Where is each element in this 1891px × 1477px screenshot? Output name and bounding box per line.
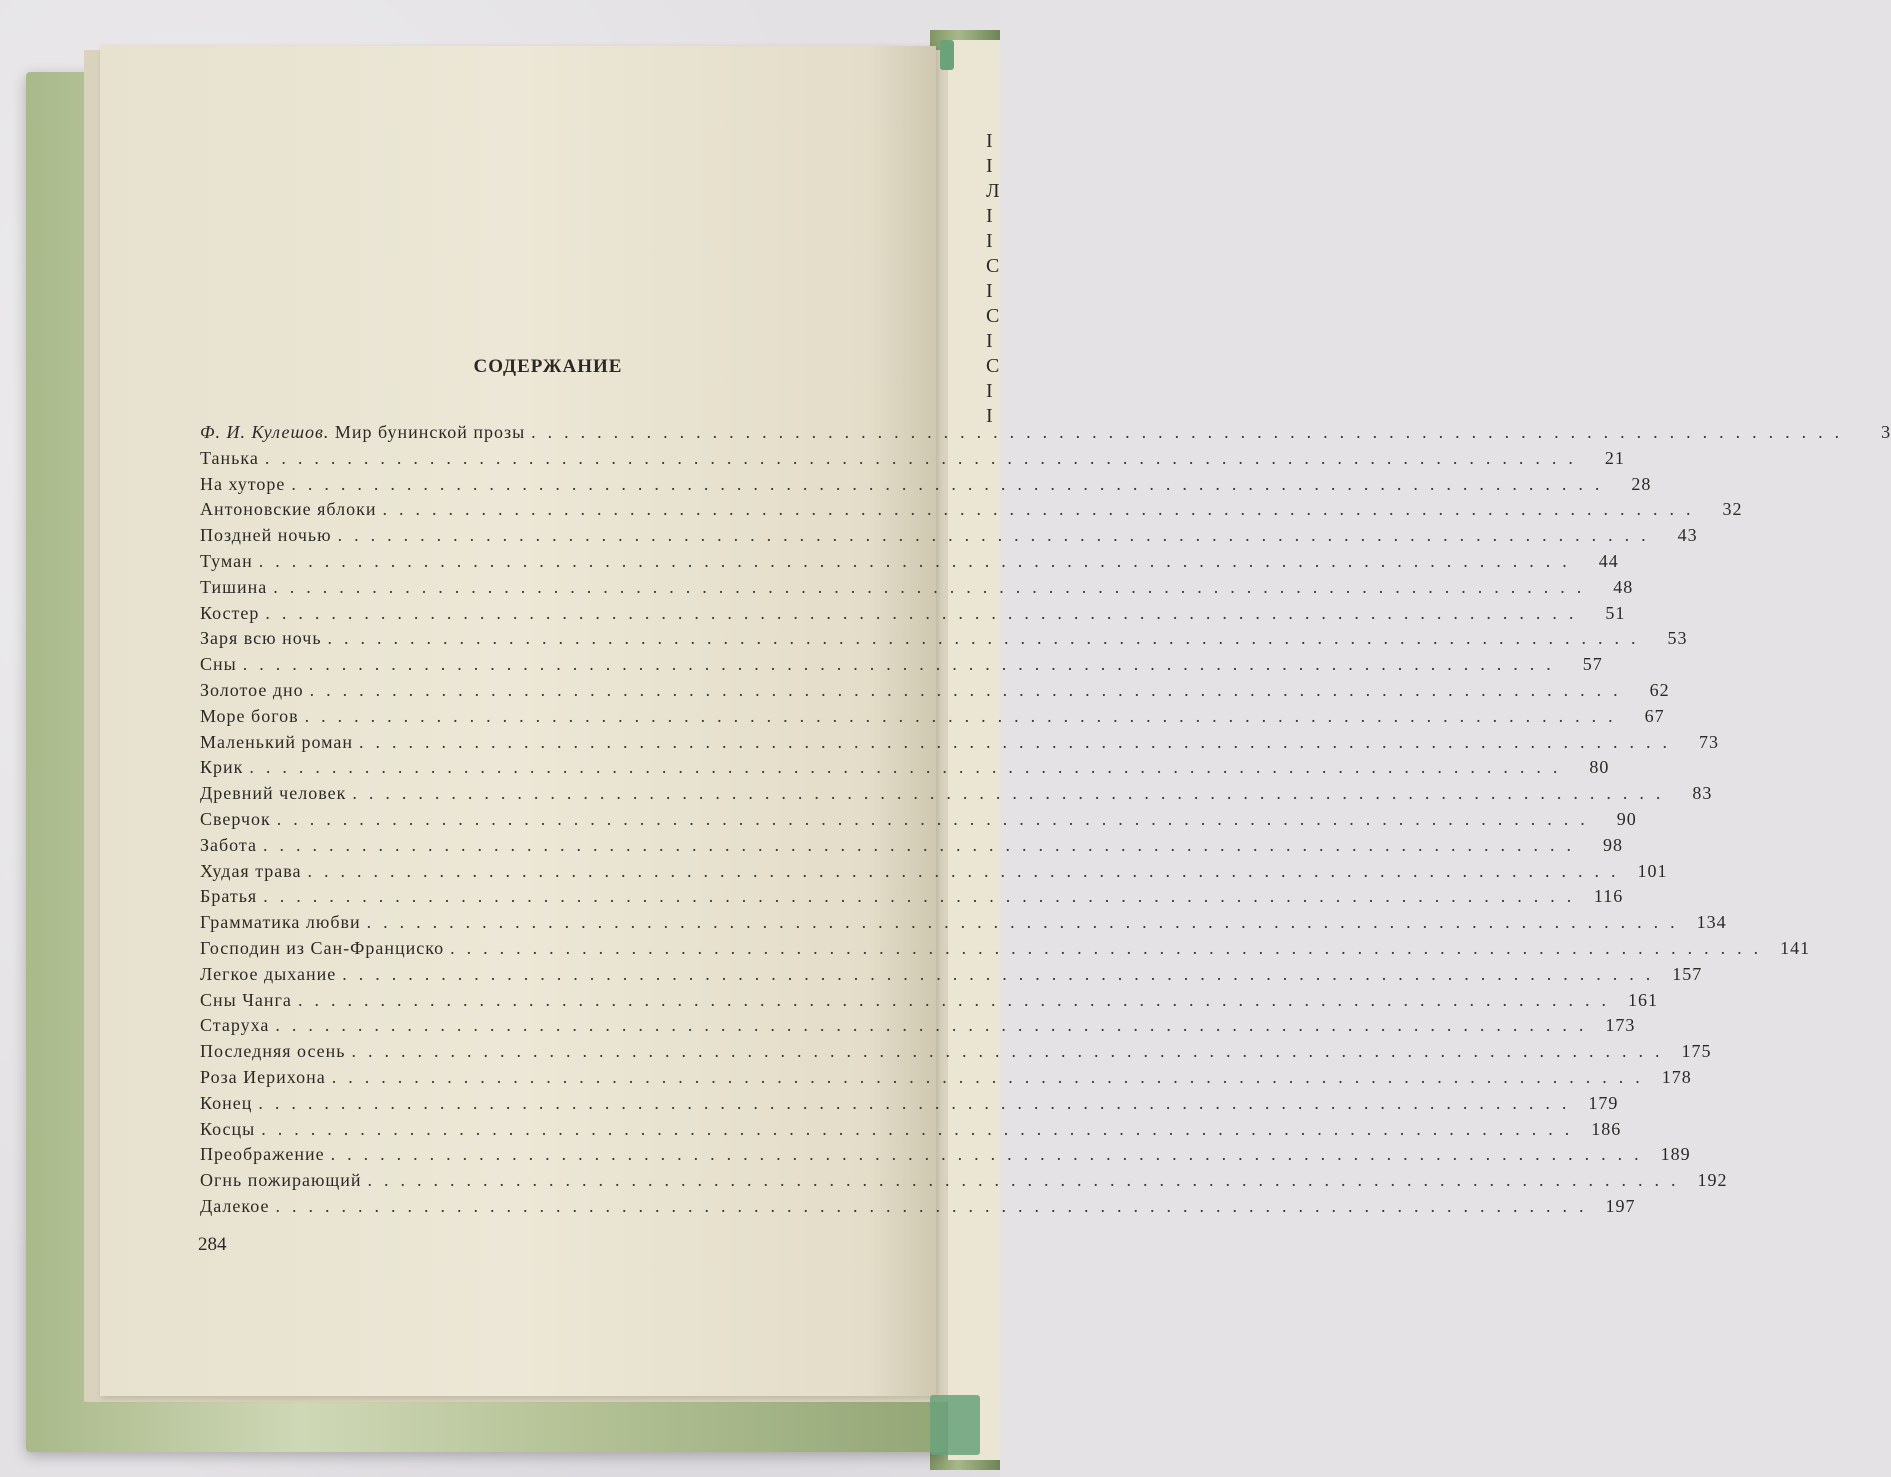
- toc-entry: [200, 962, 1703, 988]
- toc-entry-title: Танька: [200, 447, 259, 468]
- toc-entry-title: Конец: [200, 1092, 253, 1113]
- toc-entry: [200, 601, 1626, 627]
- dot-leader: ................................................................................: [263, 886, 1584, 907]
- toc-entry: [200, 575, 1634, 601]
- toc-entry: [200, 472, 1652, 498]
- toc-entry-page: 51: [1605, 602, 1626, 623]
- dot-leader: ................................................................................: [307, 860, 1628, 881]
- toc-entry-page: 186: [1591, 1118, 1622, 1139]
- dot-leader: ................................................................................: [249, 757, 1570, 778]
- toc-entry: [200, 523, 1698, 549]
- toc-entry: [200, 833, 1624, 859]
- toc-entry-page: 157: [1672, 963, 1703, 984]
- toc-entry: [200, 859, 1668, 885]
- toc-entry-title: Легкое дыхание: [200, 963, 337, 984]
- facing-page-glyph: C: [986, 355, 1000, 377]
- toc-entry: [200, 1013, 1636, 1039]
- dot-leader: ................................................................................: [258, 1092, 1579, 1113]
- toc-entry: [200, 626, 1688, 652]
- toc-entry-title: Антоновские яблоки: [200, 499, 377, 520]
- dot-leader: ................................................................................: [273, 576, 1594, 597]
- dot-leader: ................................................................................: [261, 1118, 1582, 1139]
- toc-entry: [200, 1168, 1728, 1194]
- toc-entry-title: Худая трава: [200, 860, 302, 881]
- toc-entry: [200, 884, 1624, 910]
- dot-leader: ................................................................................: [242, 654, 1563, 675]
- toc-entry-title: [200, 420, 525, 446]
- facing-page-glyph: Л: [986, 180, 1000, 202]
- dot-leader: ................................................................................: [264, 447, 1585, 468]
- toc-entry-page: 62: [1649, 679, 1670, 700]
- toc-entry-title: Сны: [200, 654, 237, 675]
- toc-entry-page: 98: [1603, 834, 1624, 855]
- toc-entry-title: Старуха: [200, 1015, 270, 1036]
- toc-entry-page: 189: [1660, 1144, 1691, 1165]
- facing-page-glyph: C: [986, 255, 1000, 277]
- toc-entry-title: Золотое дно: [200, 679, 304, 700]
- toc-entry-title: Сны Чанга: [200, 989, 292, 1010]
- dot-leader: ................................................................................: [291, 473, 1612, 494]
- bookmark-ribbon-bottom: [930, 1395, 980, 1455]
- toc-entry: [200, 807, 1637, 833]
- dot-leader: ................................................................................: [330, 1144, 1651, 1165]
- toc-entry-page: 179: [1588, 1092, 1619, 1113]
- dot-leader: ................................................................................: [265, 602, 1586, 623]
- toc-entry-page: 161: [1627, 989, 1658, 1010]
- facing-page-glyph: I: [986, 280, 993, 302]
- dot-leader: ................................................................................: [337, 525, 1658, 546]
- dot-leader: ................................................................................: [352, 783, 1673, 804]
- toc-entry-page: 3: [1881, 422, 1891, 442]
- toc-entry-title: Огнь пожирающий: [200, 1170, 362, 1191]
- toc-entry-title: Последняя осень: [200, 1041, 346, 1062]
- toc-entry-page: 67: [1644, 705, 1665, 726]
- toc-entry-page: 178: [1661, 1066, 1692, 1087]
- dot-leader: ................................................................................: [276, 808, 1597, 829]
- dot-leader: ................................................................................: [342, 963, 1663, 984]
- toc-entry-page: 90: [1616, 808, 1637, 829]
- toc-entry: [200, 446, 1625, 472]
- toc-entry-page: 32: [1722, 499, 1743, 520]
- toc-entry-title: Косцы: [200, 1118, 256, 1139]
- bookmark-ribbon-top: [940, 40, 954, 70]
- dot-leader: ................................................................................: [275, 1015, 1596, 1036]
- toc-entry-page: 28: [1631, 473, 1652, 494]
- toc-entry-title: Крик: [200, 757, 244, 778]
- toc-entry-title: Море богов: [200, 705, 299, 726]
- toc-entry-page: 53: [1667, 628, 1688, 649]
- toc-entry-title: Преображение: [200, 1144, 325, 1165]
- toc-entry: [200, 1065, 1692, 1091]
- dot-leader: ................................................................................: [327, 628, 1648, 649]
- toc-entry-page: 21: [1604, 447, 1625, 468]
- dot-leader: ................................................................................: [304, 705, 1625, 726]
- dot-leader: ................................................................................: [309, 679, 1630, 700]
- toc-entry-title: Грамматика любви: [200, 912, 361, 933]
- toc-entry: [200, 420, 1891, 446]
- toc-entry-title: Сверчок: [200, 808, 271, 829]
- toc-entry-page: 44: [1598, 550, 1619, 571]
- facing-page-glyph: C: [986, 305, 1000, 327]
- dot-leader: ................................................................................: [531, 422, 1852, 442]
- toc-entry: [200, 704, 1665, 730]
- toc-entry-title: Далекое: [200, 1195, 270, 1216]
- toc-entry: [200, 936, 1811, 962]
- toc-entry-page: 175: [1681, 1041, 1712, 1062]
- table-of-contents: [200, 420, 1891, 1220]
- toc-entry-page: 134: [1696, 912, 1727, 933]
- contents-heading: СОДЕРЖАНИЕ: [473, 356, 623, 377]
- toc-entry-title-text: Мир бунинской прозы: [334, 422, 526, 442]
- toc-entry: [200, 730, 1720, 756]
- toc-entry: [200, 910, 1727, 936]
- toc-entry-author: Ф. И. Кулешов.: [200, 422, 330, 442]
- toc-entry-title: Роза Иерихона: [200, 1066, 326, 1087]
- toc-entry: [200, 678, 1670, 704]
- dot-leader: ................................................................................: [359, 731, 1680, 752]
- toc-entry-title: Тишина: [200, 576, 268, 597]
- toc-entry-page: 57: [1582, 654, 1603, 675]
- toc-entry-title: Заря всю ночь: [200, 628, 322, 649]
- toc-entry: [200, 1142, 1691, 1168]
- toc-entry-title: Костер: [200, 602, 260, 623]
- dot-leader: ................................................................................: [258, 550, 1579, 571]
- toc-entry-page: 192: [1697, 1170, 1728, 1191]
- toc-entry-page: 80: [1589, 757, 1610, 778]
- dot-leader: ................................................................................: [351, 1041, 1672, 1062]
- page-number: 284: [198, 1234, 227, 1255]
- facing-page-glyph: I: [986, 230, 993, 252]
- dot-leader: ................................................................................: [263, 834, 1584, 855]
- toc-entry: [200, 1091, 1619, 1117]
- toc-entry: [200, 652, 1603, 678]
- toc-entry: [200, 497, 1743, 523]
- facing-page-glyph: I: [986, 155, 993, 177]
- toc-entry: [200, 1194, 1636, 1220]
- toc-entry-page: 73: [1699, 731, 1720, 752]
- toc-entry-title: Забота: [200, 834, 258, 855]
- toc-entry-title: Поздней ночью: [200, 525, 332, 546]
- toc-entry: [200, 1039, 1712, 1065]
- toc-entry-page: 197: [1605, 1195, 1636, 1216]
- facing-page-glyph: I: [986, 380, 993, 402]
- toc-entry-title: На хуторе: [200, 473, 286, 494]
- toc-entry-title: Господин из Сан-Франциско: [200, 937, 445, 958]
- toc-entry-page: 173: [1605, 1015, 1636, 1036]
- toc-entry-title: Туман: [200, 550, 253, 571]
- facing-page-glyph: I: [986, 205, 993, 227]
- toc-entry: [200, 781, 1713, 807]
- dot-leader: ................................................................................: [382, 499, 1703, 520]
- facing-page-glyph: I: [986, 405, 993, 427]
- dot-leader: ................................................................................: [275, 1195, 1596, 1216]
- toc-entry: [200, 755, 1610, 781]
- dot-leader: ................................................................................: [331, 1066, 1652, 1087]
- facing-page-glyph: I: [986, 330, 993, 352]
- toc-entry: [200, 1117, 1622, 1143]
- toc-entry: [200, 549, 1619, 575]
- dot-leader: ................................................................................: [367, 1170, 1688, 1191]
- toc-entry-page: 101: [1637, 860, 1668, 881]
- toc-entry-page: 43: [1677, 525, 1698, 546]
- toc-entry-page: 141: [1780, 937, 1811, 958]
- toc-entry-page: 116: [1593, 886, 1624, 907]
- toc-entry: [200, 988, 1658, 1014]
- toc-entry-title: Маленький роман: [200, 731, 354, 752]
- toc-entry-title: Древний человек: [200, 783, 347, 804]
- facing-page-glyph: I: [986, 130, 993, 152]
- toc-entry-page: 48: [1613, 576, 1634, 597]
- toc-entry-page: 83: [1692, 783, 1713, 804]
- dot-leader: ................................................................................: [366, 912, 1687, 933]
- dot-leader: ................................................................................: [297, 989, 1618, 1010]
- toc-entry-title: Братья: [200, 886, 258, 907]
- dot-leader: ................................................................................: [450, 937, 1771, 958]
